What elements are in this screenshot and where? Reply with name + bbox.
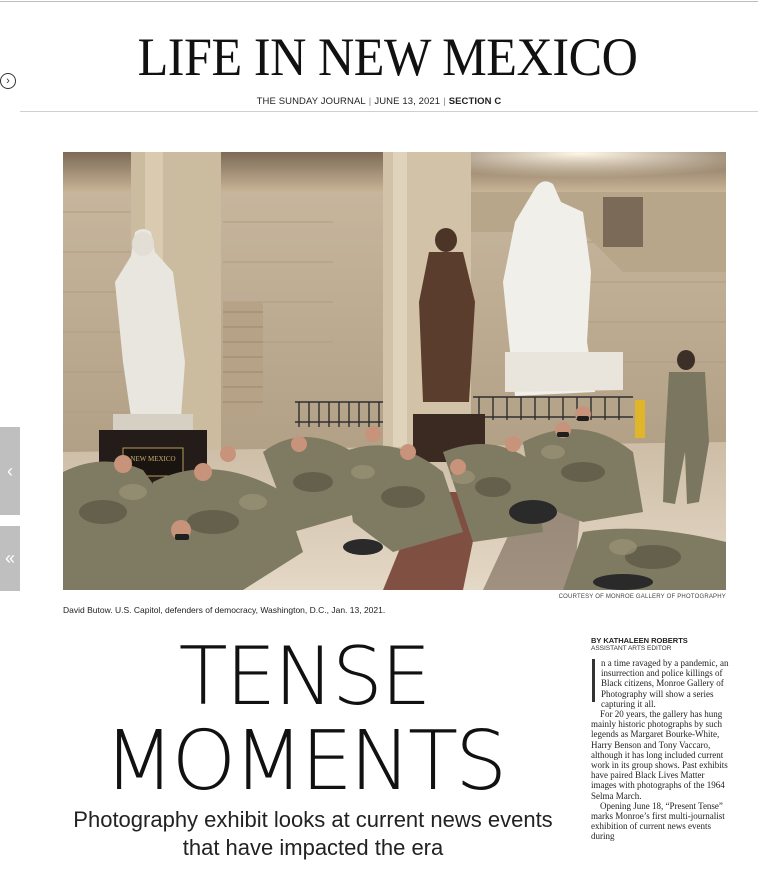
top-border: [0, 1, 758, 2]
previous-page-button[interactable]: [0, 427, 20, 515]
subheadline-line-1: Photography exhibit looks at current news events: [73, 807, 553, 832]
subheadline: [58, 806, 568, 862]
section-title: LIFE IN NEW MEXICO: [137, 27, 638, 87]
double-chevron-left-icon: «: [4, 548, 15, 568]
header-divider: [20, 111, 758, 112]
pedestal-plaque: NEW MEXICO: [130, 455, 176, 463]
photo-caption: David Butow. U.S. Capitol, defenders of democracy, Washington, D.C., Jan. 13, 2021.: [63, 605, 386, 615]
article-paragraph: For 20 years, the gallery has hung mainly historic photographs by such legends as Margaret Bourke-White, Harry Benson and Tony Vaccaro, although it has long included current work in its group shows. Past exhibits have paired Black Lives Matter images with photographs of the 1964 Selma March.: [591, 709, 728, 801]
headline-line-2: MOMENTS: [103, 714, 505, 809]
headline-line-1: TENSE: [178, 630, 430, 723]
byline-author: BY KATHALEEN ROBERTS: [591, 636, 688, 645]
feature-photo: [63, 152, 726, 590]
chevron-right-icon: ›: [6, 74, 10, 87]
photo-credit: COURTESY OF MONROE GALLERY OF PHOTOGRAPHY: [558, 594, 726, 600]
article-body: [591, 658, 731, 842]
first-page-button[interactable]: [0, 526, 20, 591]
article-paragraph: n a time ravaged by a pandemic, an insurrection and police killings of Black citizens, Monroe Gallery of Photography will show a series capturing it all.: [591, 658, 731, 709]
issue-date: JUNE 13, 2021: [374, 96, 441, 107]
masthead: [0, 27, 758, 87]
headline: [60, 630, 560, 809]
chevron-left-icon: ‹: [7, 460, 13, 481]
byline-role: ASSISTANT ARTS EDITOR: [591, 645, 672, 652]
article-paragraph: Opening June 18, “Present Tense” marks Monroe’s first multi-journalist exhibition of current news events during: [591, 800, 725, 842]
section-label: SECTION C: [448, 96, 502, 107]
subheadline-line-2: that have impacted the era: [182, 835, 444, 860]
publication-name: THE SUNDAY JOURNAL: [256, 96, 366, 107]
dateline: THE SUNDAY JOURNAL | JUNE 13, 2021 | SECTION C: [256, 96, 502, 107]
drop-cap: [592, 659, 595, 702]
